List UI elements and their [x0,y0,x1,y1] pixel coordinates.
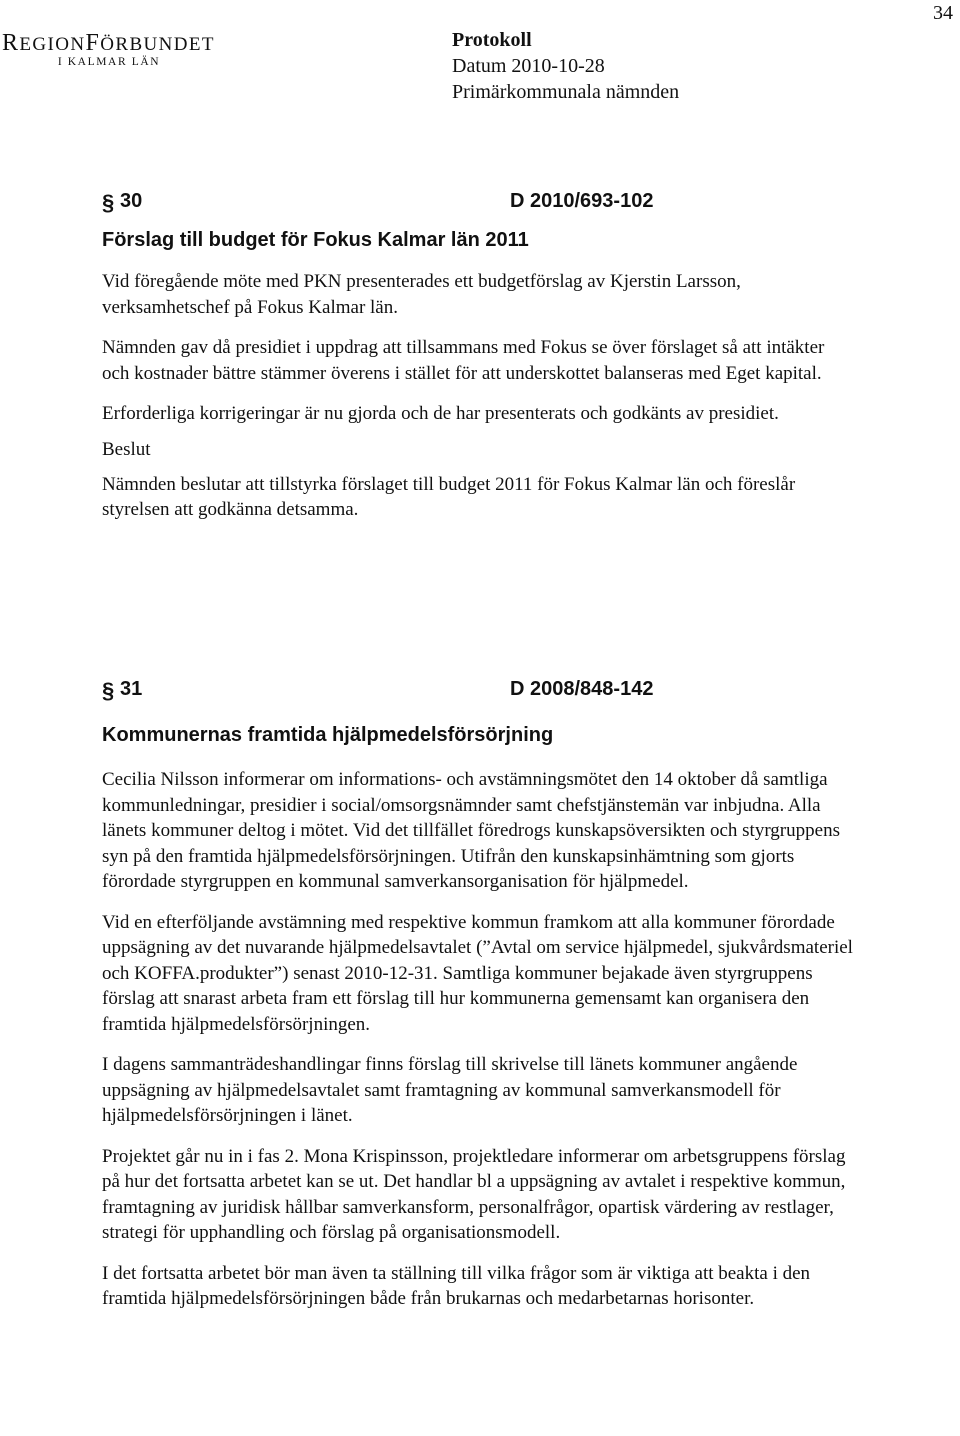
organization-logo [2,32,230,68]
logo-subtitle: I KALMAR LÄN [57,56,161,68]
committee-name: Primärkommunala nämnden [452,81,680,103]
logo-wordmark: REGIONFÖRBUNDET [2,30,215,56]
decision-label: Beslut [102,438,151,460]
paragraph: Vid en efterföljande avstämning med respektive kommun framkom att alla kommuner förordade uppsägning av det nuvarande hjälpmedelsavtalet (”Avtal om service hjälpmedel, sjukvårdsmateriel och KOFFA.produkter”) senast 2010-12-31. Samtliga kommuner bejakade även styrgruppens förslag att snarast arbeta fram ett förslag till hur kommunerna gemensamt kan organisera den framtida hjälpmedelsförsörjningen. [102,911,853,1035]
meeting-date: Datum 2010-10-28 [452,55,605,77]
section-sign: § [102,678,115,703]
paragraph: Vid föregående möte med PKN presenterades ett budgetförslag av Kjerstin Larsson, verksamhetschef på Fokus Kalmar län. [102,271,741,318]
document-header [452,27,679,105]
diary-number: D 2010/693-102 [510,190,654,212]
section-number: 30 [120,190,143,212]
paragraph: Cecilia Nilsson informerar om informations- och avstämningsmötet den 14 oktober då samtliga kommunledningar, presidier i social/omsorgsnämnder samt chefstjänstemän var inbjudna. Alla länets kommuner deltog i mötet. Vid det tillfället föredrogs kunskapsöversikten och styrgruppens syn på den framtida hjälpmedelsförsörjningen. Utifrån den kunskapsinhämtning som gjorts förordade styrgruppen en kommunal samverkansorganisation för hjälpmedel. [102,769,840,892]
paragraph: Nämnden gav då presidiet i uppdrag att tillsammans med Fokus se över förslaget så att intäkter och kostnader bättre stämmer överens i stället för att underskottet balanseras med Eget kapital. [102,337,825,384]
page-number: 34 [933,2,953,24]
section-sign: § [102,190,115,215]
paragraph: Erforderliga korrigeringar är nu gjorda och de har presenterats och godkänts av presidiet. [102,403,779,424]
section-title: Förslag till budget för Fokus Kalmar län 2011 [102,229,529,251]
section-heading-line [102,190,854,220]
section-30 [102,190,854,523]
paragraph: Projektet går nu in i fas 2. Mona Krispinsson, projektledare informerar om arbetsgruppens förslag på hur det fortsatta arbetet kan se ut. Det handlar bl a uppsägning av avtalet i respektive kommun, framtagning av juridisk hållbar samverkansform, personalfrågor, opartisk värdering av restlager, strategi för upphandling och förslag på organisationsmodell. [102,1145,846,1243]
document-type: Protokoll [452,29,532,51]
section-number: 31 [120,678,143,700]
section-heading-line [102,678,854,708]
decision-text: Nämnden beslutar att tillstyrka förslaget till budget 2011 för Fokus Kalmar län och föreslår styrelsen att godkänna detsamma. [102,473,796,520]
section-31 [102,678,854,1312]
section-title: Kommunernas framtida hjälpmedelsförsörjning [102,724,554,746]
paragraph: I det fortsatta arbetet bör man även ta ställning till vilka frågor som är viktiga att beakta i den framtida hjälpmedelsförsörjningen både från brukarnas och medarbetarnas horisonter. [102,1262,811,1309]
paragraph: I dagens sammanträdeshandlingar finns förslag till skrivelse till länets kommuner angående uppsägning av hjälpmedelsavtalet samt framtagning av kommunal samverkansmodell för hjälpmedelsförsörjningen i länet. [102,1054,798,1126]
diary-number: D 2008/848-142 [510,678,654,700]
